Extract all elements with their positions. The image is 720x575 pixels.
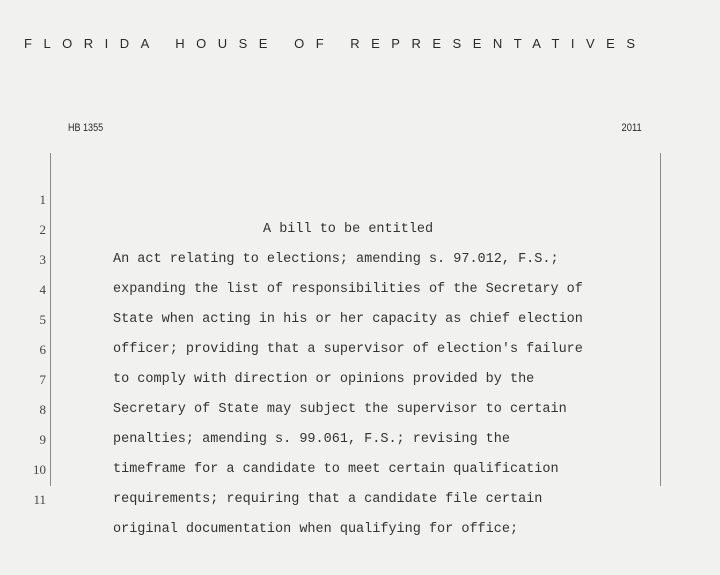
line-number: 4 bbox=[39, 282, 46, 297]
line-number: 1 bbox=[39, 192, 46, 207]
line-number: 7 bbox=[39, 372, 46, 387]
line-number: 10 bbox=[33, 462, 46, 477]
line-text: to comply with direction or opinions provided by the bbox=[113, 372, 535, 387]
line-text: timeframe for a candidate to meet certain qualification bbox=[113, 462, 559, 477]
line-number: 2 bbox=[39, 222, 46, 237]
line-number: 8 bbox=[39, 402, 46, 417]
chamber-title: FLORIDA HOUSE OF REPRESENTATIVES bbox=[24, 36, 647, 51]
line-number: 5 bbox=[39, 312, 46, 327]
bill-year: 2011 bbox=[621, 122, 642, 134]
bill-heading-text: A bill to be entitled bbox=[263, 222, 434, 237]
line-text: original documentation when qualifying for office; bbox=[113, 522, 519, 537]
line-number: 3 bbox=[39, 252, 46, 267]
bill-text-body bbox=[0, 155, 720, 537]
line-text: requirements; requiring that a candidate file certain bbox=[113, 492, 543, 507]
line-text: expanding the list of responsibilities of the Secretary of bbox=[113, 282, 583, 297]
line-number: 6 bbox=[39, 342, 46, 357]
line-text: An act relating to elections; amending s. 97.012, F.S.; bbox=[113, 252, 559, 267]
bill-line bbox=[0, 155, 720, 237]
line-number: 11 bbox=[33, 492, 46, 507]
line-text: officer; providing that a supervisor of election's failure bbox=[113, 342, 583, 357]
line-number: 9 bbox=[39, 432, 46, 447]
line-text: penalties; amending s. 99.061, F.S.; revising the bbox=[113, 432, 510, 447]
line-text: State when acting in his or her capacity as chief election bbox=[113, 312, 583, 327]
bill-number: HB 1355 bbox=[68, 122, 104, 134]
line-text: Secretary of State may subject the supervisor to certain bbox=[113, 402, 567, 417]
